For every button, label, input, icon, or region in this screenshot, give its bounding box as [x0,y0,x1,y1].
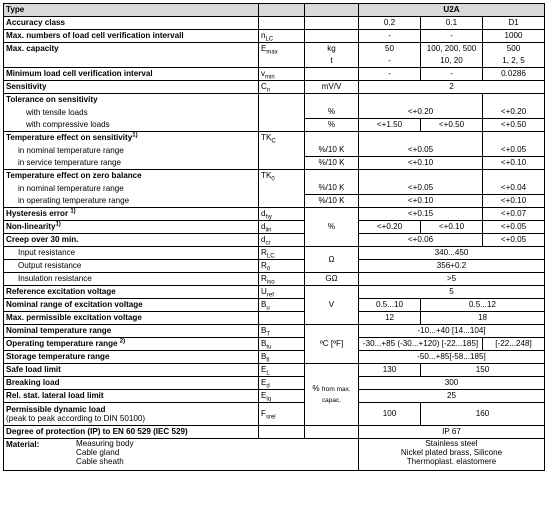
row-label: Safe load limit [4,364,259,377]
value-cell: <+0.07 [483,208,545,221]
unit-cell: % [305,208,359,247]
unit-cell: t [305,55,359,68]
value-cell: -50...+85[-58...185] [359,351,545,364]
symbol-cell: $F_{srel}$ [259,403,305,426]
sub-label: in operating temperature range [4,195,259,208]
breaking-row [4,377,545,390]
value-cell: 5 [359,286,545,299]
symbol-cell: $E_{max}$ [259,43,305,56]
value-cell: 340...450 [359,247,545,260]
ref-voltage-row [4,286,545,299]
output-res-row [4,260,545,273]
temp-sens-nominal-row [4,144,545,157]
value-cell: -30...+85 (-30...+120) [-22...185] [359,338,483,351]
spec-table [3,3,545,471]
row-label: Insulation resistance [4,273,259,286]
value-cell: 0.5...12 [421,299,545,312]
value-cell: [-22...248] [483,338,545,351]
symbol-cell: $TK_0$ [259,170,305,183]
row-label: Creep over 30 min. [4,234,259,247]
value-cell: <+0.06 [359,234,483,247]
row-label: Storage temperature range [4,351,259,364]
unit-cell: Ω [305,247,359,273]
value-cell: <+0.05 [359,182,483,195]
unit-cell: %/10 K [305,157,359,170]
value-cell: - [359,55,421,68]
value-cell: - [359,30,421,43]
symbol-cell: $R_{LC}$ [259,247,305,260]
value-cell: 0.1 [421,17,483,30]
value-cell: 500 [483,43,545,56]
value-cell: 12 [359,312,421,325]
value-cell: 2 [359,81,545,94]
value-cell: <+0.05 [359,144,483,157]
row-label: Operating temperature range $^{2)}$ [4,338,259,351]
value-cell: 100, 200, 500 [421,43,483,56]
dynamic-row [4,403,545,426]
value-cell: <+0.20 [359,106,483,119]
row-label: Tolerance on sensitivity [4,94,259,107]
value-cell: 130 [359,364,421,377]
header-row [4,4,545,17]
value-cell: >5 [359,273,545,286]
value-cell: -10...+40 [14...104] [359,325,545,338]
temp-zero-operating-row [4,195,545,208]
symbol-cell: $B_{tl}$ [259,351,305,364]
row-label: Permissible dynamic load (peak to peak according to DIN 50100) [4,403,259,426]
unit-cell: mV/V [305,81,359,94]
unit-cell: %/10 K [305,195,359,208]
temp-sens-service-row [4,157,545,170]
value-cell: 1000 [483,30,545,43]
row-label: Max. permissible excitation voltage [4,312,259,325]
safe-load-row [4,364,545,377]
row-label: Output resistance [4,260,259,273]
row-label: Hysteresis error $^{1)}$ [4,208,259,221]
input-res-row [4,247,545,260]
value-cell: 0.5...10 [359,299,421,312]
unit-cell: ºC [ºF] [305,325,359,364]
symbol-cell: $d_{hy}$ [259,208,305,221]
value-cell: <+1.50 [359,119,421,132]
value-cell: <+0.20 [359,221,421,234]
tolerance-compressive-row [4,119,545,132]
value-cell: 160 [421,403,545,426]
hysteresis-row [4,208,545,221]
row-label: Temperature effect on sensitivity$^{1)}$ [4,132,259,145]
sub-label: in nominal temperature range [4,144,259,157]
max-numbers-row [4,30,545,43]
symbol-cell: $n_{LC}$ [259,30,305,43]
row-label: Breaking load [4,377,259,390]
lateral-row [4,390,545,403]
symbol-cell: $R_{iso}$ [259,273,305,286]
row-label: Degree of protection (IP) to EN 60 529 (IEC 529) [4,426,259,439]
accuracy-row [4,17,545,30]
row-label: Nominal range of excitation voltage [4,299,259,312]
value-cell: 300 [359,377,545,390]
value-cell: 50 [359,43,421,56]
material-value: Thermoplast. elastomere [406,456,497,466]
nonlinearity-row [4,221,545,234]
unit-cell: GΩ [305,273,359,286]
row-label: Max. capacity [4,43,259,56]
symbol-cell: $v_{min}$ [259,68,305,81]
model-name: U2A [359,4,545,17]
protection-row [4,426,545,439]
sub-label: with tensile loads [4,106,259,119]
value-cell: 356+0.2 [359,260,545,273]
row-label: Accuracy class [4,17,259,30]
material-value: Stainless steel [425,439,478,448]
value-cell: <+0.50 [421,119,483,132]
symbol-cell: $B_{tu}$ [259,338,305,351]
value-cell: <+0.50 [483,119,545,132]
value-cell: <+0.10 [483,195,545,208]
max-capacity-row [4,43,545,56]
value-cell: 1, 2, 5 [483,55,545,68]
value-cell: - [421,30,483,43]
material-item: Measuring body [76,439,134,448]
row-label: Input resistance [4,247,259,260]
storage-temp-row [4,351,545,364]
temp-sens-row [4,132,545,145]
temp-zero-nominal-row [4,182,545,195]
unit-cell: kg [305,43,359,56]
value-cell: <+0.05 [483,234,545,247]
unit-cell: %/10 K [305,144,359,157]
nominal-voltage-row [4,299,545,312]
nominal-temp-row [4,325,545,338]
temp-zero-row [4,170,545,183]
symbol-cell: $B_T$ [259,325,305,338]
value-cell: <+0.20 [483,106,545,119]
unit-cell: V [305,286,359,325]
min-interval-row [4,68,545,81]
unit-cell: % [305,106,359,119]
material-values-cell [359,439,545,471]
value-cell: <+0.05 [483,221,545,234]
value-cell: 100 [359,403,421,426]
symbol-cell: $TK_C$ [259,132,305,145]
symbol-cell: $d_{lin}$ [259,221,305,234]
operating-temp-row [4,338,545,351]
row-label: Temperature effect on zero balance [4,170,259,183]
value-cell: 25 [359,390,545,403]
sub-label: with compressive loads [4,119,259,132]
sensitivity-row [4,81,545,94]
material-label-cell [4,439,359,471]
symbol-cell: $B_u$ [259,299,305,312]
value-cell: 10, 20 [421,55,483,68]
value-cell: 0.2 [359,17,421,30]
value-cell: - [359,68,421,81]
tolerance-row [4,94,545,107]
row-label: Rel. stat. lateral load limit [4,390,259,403]
unit-cell: %/10 K [305,182,359,195]
material-row [4,439,545,471]
row-label: Max. numbers of load cell verification intervall [4,30,259,43]
material-value: Nickel plated brass, Silicone [400,447,503,457]
row-label: Nominal temperature range [4,325,259,338]
row-label: Minimum load cell verification interval [4,68,259,81]
value-cell: 150 [421,364,545,377]
value-cell: IP 67 [359,426,545,439]
creep-row [4,234,545,247]
value-cell: 0.0286 [483,68,545,81]
tolerance-tensile-row [4,106,545,119]
type-label: Type [4,4,259,17]
symbol-cell: $C_n$ [259,81,305,94]
value-cell: 18 [421,312,545,325]
row-label: Non-linearity$^{1)}$ [4,221,259,234]
value-cell: <+0.10 [359,157,483,170]
sub-label: in service temperature range [4,157,259,170]
symbol-cell: $E_{lq}$ [259,390,305,403]
unit-cell: % from max. capac. [305,364,359,426]
symbol-cell: $U_{ref}$ [259,286,305,299]
row-label: Reference excitation voltage [4,286,259,299]
value-cell: <+0.10 [421,221,483,234]
row-label: Sensitivity [4,81,259,94]
material-item: Cable gland [76,447,120,457]
symbol-cell: $E_L$ [259,364,305,377]
sub-label: in nominal temperature range [4,182,259,195]
material-label: Material: [6,440,40,449]
value-cell: D1 [483,17,545,30]
value-cell: - [421,68,483,81]
value-cell: <+0.05 [483,144,545,157]
symbol-cell: $R_0$ [259,260,305,273]
max-capacity-t-row [4,55,545,68]
value-cell: <+0.04 [483,182,545,195]
max-voltage-row [4,312,545,325]
value-cell: <+0.15 [359,208,483,221]
material-item: Cable sheath [76,456,124,466]
symbol-cell: $d_{cr}$ [259,234,305,247]
insulation-row [4,273,545,286]
value-cell: <+0.10 [359,195,483,208]
value-cell: <+0.10 [483,157,545,170]
unit-cell: % [305,119,359,132]
symbol-cell: $E_d$ [259,377,305,390]
